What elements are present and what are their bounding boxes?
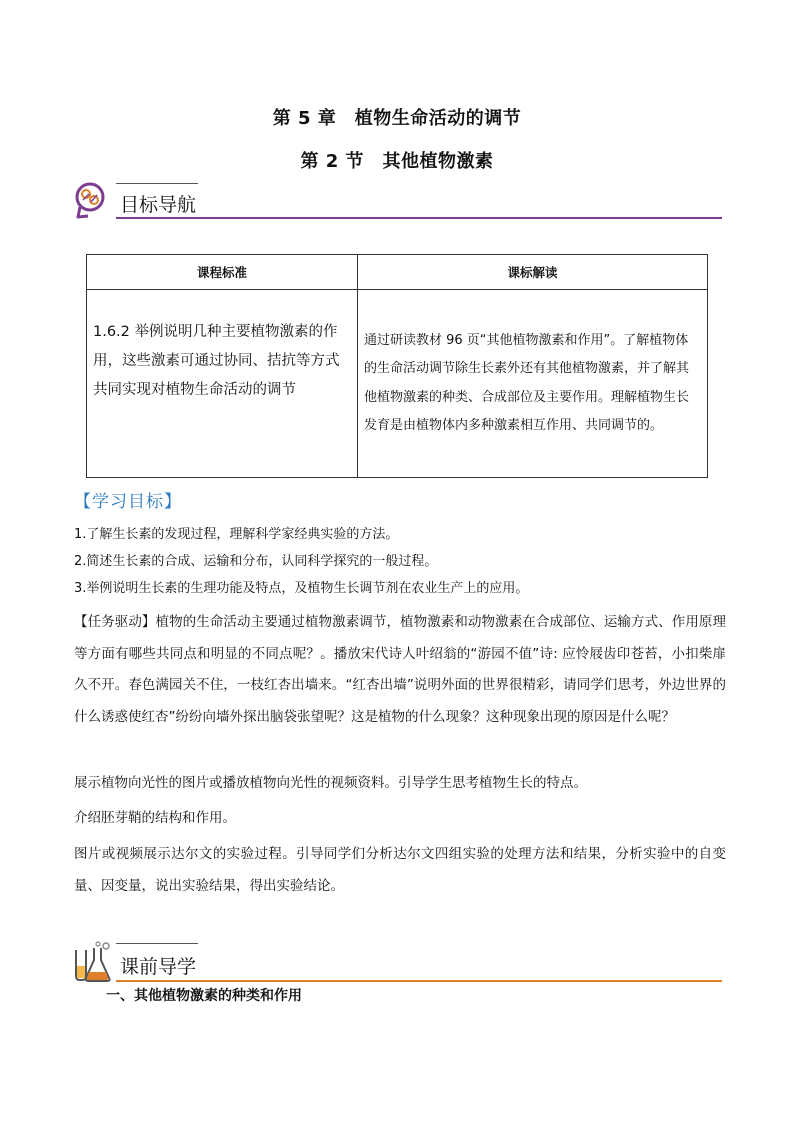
table-row — [87, 290, 708, 478]
chapter-title: 第 5 章 植物生命活动的调节 — [272, 108, 522, 129]
interpretation-text: 通过研读教材 96 页“其他植物激素和作用”。了解植物体的生命活动调节除生长素外还有其他植物激素，并了解其他植物激素的种类、合成部位及主要作用。理解植物生长发育是由植物体内多种激素相互作用、共同调节的。 — [364, 332, 690, 433]
pre-study-section-heading — [70, 940, 722, 984]
body-paragraph: 展示植物向光性的图片或播放植物向光性的视频资料。引导学生思考植物生长的特点。 — [74, 775, 587, 791]
learning-goal-item: 3.举例说明生长素的生理功能及特点，及植物生长调节剂在农业生产上的应用。 — [74, 581, 529, 596]
column-header: 课标解读 — [358, 255, 708, 290]
task-driver-paragraph: 【任务驱动】植物的生命活动主要通过植物激素调节，植物激素和动物激素在合成部位、运输方式、作用原理等方面有哪些共同点和明显的不同点呢？。播放宋代诗人叶绍翁的“游园不值”诗: 应怜屐齿印苍苔，小扣柴扉久不开。春色满园关不住，一枝红杏出墙来。“红杏出墙”说明外面的世界很精彩，请同学们思考，外边世界的什么诱惑使红杏”纷纷向墙外探出脑袋张望呢？这是植物的什么现象？这种现象出现的原因是什么呢？ — [74, 614, 726, 725]
nav-section-label: 目标导航 — [120, 194, 197, 216]
pre-study-section-rule — [116, 980, 722, 982]
column-header: 课程标准 — [87, 255, 358, 290]
interpretation-cell — [358, 290, 708, 478]
body-paragraph: 图片或视频展示达尔文的实验过程。引导同学们分析达尔文四组实验的处理方法和结果，分析实验中的自变量、因变量，说出实验结果，得出实验结论。 — [74, 846, 726, 894]
standard-cell — [87, 290, 358, 478]
learning-goals-title: 【学习目标】 — [74, 492, 182, 512]
heading-top-line — [116, 183, 198, 184]
standards-table — [86, 254, 708, 478]
table-header-row — [87, 255, 708, 290]
nav-section-rule — [116, 217, 722, 219]
learning-goal-item: 1.了解生长素的发现过程，理解科学家经典实验的方法。 — [74, 527, 399, 542]
standard-text: 1.6.2 举例说明几种主要植物激素的作用，这些激素可通过协同、拮抗等方式共同实现对植物生命活动的调节 — [93, 324, 340, 398]
pre-study-section-label: 课前导学 — [120, 956, 197, 978]
nav-section-heading — [70, 180, 722, 222]
lab-flask-icon — [70, 940, 114, 982]
learning-goal-item: 2.简述生长素的合成、运输和分布，认同科学探究的一般过程。 — [74, 554, 438, 569]
section-title: 第 2 节 其他植物激素 — [300, 151, 494, 172]
body-paragraph: 介绍胚芽鞘的结构和作用。 — [74, 810, 236, 826]
subsection-heading: 一、其他植物激素的种类和作用 — [106, 988, 302, 1004]
brain-gears-icon — [70, 180, 110, 220]
heading-top-line — [116, 943, 198, 944]
